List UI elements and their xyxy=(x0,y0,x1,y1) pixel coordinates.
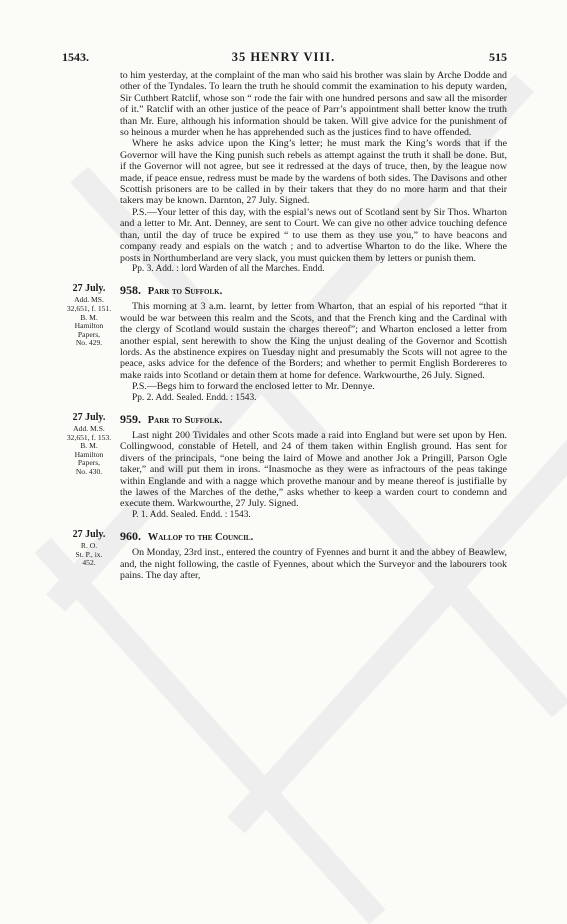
margin-reference xyxy=(62,283,116,348)
ref-line: Add. MS. xyxy=(74,295,104,305)
margin-reference xyxy=(62,529,116,568)
ref-line: B. M. xyxy=(80,312,98,322)
entry-number: 959. xyxy=(120,411,141,426)
page-number: 515 xyxy=(489,50,507,64)
header-title: 35 HENRY VIII. xyxy=(231,50,336,64)
document-meta: Pp. 2. Add. Sealed. Endd. : 1543. xyxy=(132,392,257,403)
ref-line: 32,651, f. 151. xyxy=(66,303,112,313)
paragraph: Last night 200 Tividales and other Scots made a raid into England but were set upon by Hen. Collingwood, constable of Hetell, and 24 of them taken within English ground. Has sent for divers of the principals, “one being the laird of Mowe and another Jok a Pringill, Parson Ogle taker,” and will put them in irons. “Inasmoche as they were as infractours of the peas takinge within Englande and with a nagge which provethe manour and by meane thereof is justifialle by the lawes of the Marches of the dethe,” asks whether to keep a warden court to condemn and execute them. Warkwourthe, 27 July. Signed. xyxy=(120,429,507,510)
ref-line: No. 429. xyxy=(75,338,103,348)
ref-line: R. O. xyxy=(80,541,98,551)
ref-line: St. P., ix. xyxy=(75,549,103,559)
document-meta: P. 1. Add. Sealed. Endd. : 1543. xyxy=(132,509,251,520)
header-year: 1543. xyxy=(62,50,89,64)
entry-number: 958. xyxy=(120,283,141,298)
ref-line: Hamilton xyxy=(74,321,104,331)
entry-number: 960. xyxy=(120,529,141,544)
entry-heading xyxy=(120,283,507,299)
entry-date: 27 July. xyxy=(72,283,106,295)
paragraph: On Monday, 23rd inst., entered the country of Fyennes and burnt it and the abbey of Beawlew, and, the night following, the castle of Fyennes, about which the Surveyor and the labourers took pains. The day after, xyxy=(120,547,507,582)
paragraph: to him yesterday, at the complaint of the man who said his brother was slain by Arche Dodde and other of the Tyndales. To learn the truth he should commit the examination to his deputy warden, Sir Cuthbert Ratclif, whose son “ rode the fair with one hundred persons and saw all the misorder of it.” Ratclif with an other justice of the peace of Parr’s appointment shall better know the truth than Mr. Eure, although his information should be taken. Will give advice for the punishment of so heinous a murder when he has apprehended such as the justices find to have offended. xyxy=(120,70,507,139)
paragraph: P.S.—Begs him to forward the enclosed letter to Mr. Dennye. xyxy=(132,381,375,393)
ref-line: 452. xyxy=(82,558,96,568)
ref-line: B. M. xyxy=(80,441,98,451)
page-header xyxy=(0,50,567,70)
ref-line: Papers, xyxy=(77,329,101,339)
entry-date: 27 July. xyxy=(72,529,106,541)
paragraph: This morning at 3 a.m. learnt, by letter from Wharton, that an espial of his reported “that it would be war between this realm and the Scots, and that the French king and the Cardinal with the clergy of Scotland would sustain the charges thereof”; and Wharton enclosed a letter from another espial, sent herewith to show the King the unjust dealing of the Governor and Scottish lords. As the abstinence expires on Tuesday night and presumably the Scots will not agree to the peace, asks advice for the defence of the Borders; and whether to permit English Bordereres to make raids into Scotland or detain them at home for defence. Warkwourthe, 26 July. Signed. xyxy=(120,301,507,381)
entry-heading xyxy=(120,529,507,545)
entry-960 xyxy=(62,529,507,581)
entry-959 xyxy=(62,412,507,521)
document-meta: Pp. 3. Add. : lord Warden of all the Marches. Endd. xyxy=(132,263,325,274)
ref-line: No. 430. xyxy=(75,466,103,476)
entry-title: Parr to Suffolk. xyxy=(147,414,223,426)
ref-line: Hamilton xyxy=(74,449,104,459)
entry-title: Wallop to the Council. xyxy=(147,532,254,544)
entry-date: 27 July. xyxy=(72,411,106,423)
paragraph: Where he asks advice upon the King’s letter; he must mark the King’s words that if the Governor will have the King punish such rebels as attempt against the truth it shall be done. But, if the Governor will not agree, but see it redressed at the days of truce, then, by the league now made, if peace ensue, redress must be made by the wardens of both sides. The Davisons and other Scottish prisoners are to be called in by their takers that they do no more harm and that their takers may be known. Darnton, 27 July. Signed. xyxy=(120,138,507,207)
page-body xyxy=(62,70,507,581)
ref-line: 32,651, f. 153. xyxy=(66,432,112,442)
ref-line: Papers, xyxy=(77,458,101,468)
entry-heading xyxy=(120,412,507,428)
ref-line: Add. M.S. xyxy=(73,423,105,433)
margin-reference xyxy=(62,412,116,477)
paragraph: P.S.—Your letter of this day, with the espial’s news out of Scotland sent by Sir Thos. Wharton and a letter to Mr. Ant. Denney, are sent to Court. We can give no other advice touching defence than, until the day of truce be expired “ to use them as they use you,” to have beacons and company ready and espials on the watch ; and to advertise Wharton to do the like. Where the posts in Northumberland are very slack, you must quicken them by letters or punish them. xyxy=(120,206,507,264)
entry-958 xyxy=(62,283,507,404)
intro-section xyxy=(62,70,507,275)
entry-title: Parr to Suffolk. xyxy=(147,286,223,298)
